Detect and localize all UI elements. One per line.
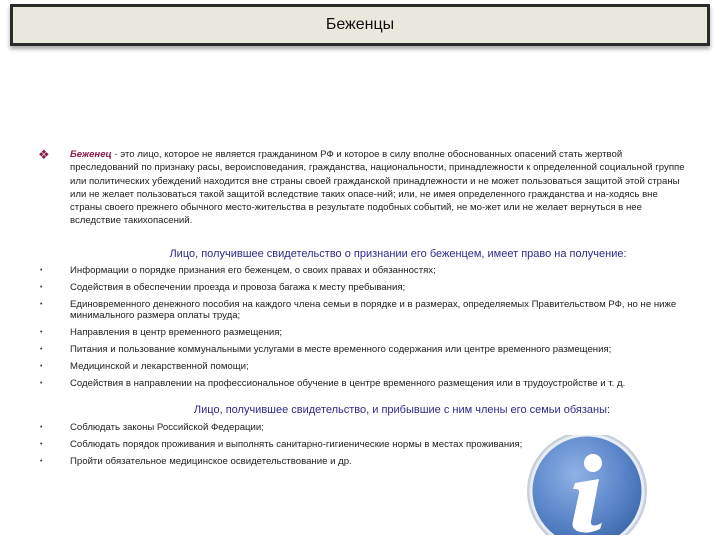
bullet-icon: • [40, 300, 43, 308]
list-item [38, 299, 678, 322]
list-item-text: Содействия в направлении на профессиональное обучение в центре временного размещения или в трудоустройстве и т. д. [70, 377, 626, 389]
list-item [38, 378, 678, 389]
list-item-text: Информации о порядке признания его беженцем, о своих правах и обязанностях; [70, 265, 436, 276]
rights-list [38, 265, 678, 395]
definition-term: Беженец [70, 149, 112, 160]
bullet-icon: • [40, 362, 43, 370]
list-item-text: Направления в центр временного размещения; [70, 327, 283, 339]
list-item-text: Пройти обязательное медицинское освидетельствование и др. [70, 455, 352, 467]
list-item [38, 422, 678, 433]
bullet-icon: • [40, 424, 43, 431]
rights-heading: Лицо, получившее свидетельство о признании его беженцем, имеет право на получение: [169, 248, 627, 260]
info-icon [523, 435, 651, 535]
definition-text [70, 148, 688, 228]
duties-heading: Лицо, получившее свидетельство, и прибывшие с ним члены его семьи обязаны: [193, 404, 611, 416]
list-item-text: Содействия в обеспечении проезда и провоза багажа к месту пребывания; [70, 281, 406, 293]
definition-body: это лицо, которое не является гражданином РФ и которое в силу вполне обоснованных опасений стать жертвой преследований по признаку расы, вероисповедания, гражданства, национальности, принадлежности к определенной социальной группе или политических убеждений находится вне страны своей гражданской принадлежности и не может пользоваться защитой этой страны или не желает пользоваться такой защитой вследствие таких опасе-ний; или, не имея определенного гражданства и на-ходясь вне страны своего прежнего обычного место-жительства в результате подобных событий, не мо-жет или не желает вернуться в нее вследствие такихопасений. [70, 149, 685, 227]
bullet-icon: • [40, 283, 43, 291]
bullet-icon: • [40, 329, 43, 337]
bullet-icon: • [40, 457, 43, 465]
list-item-text: Медицинской и лекарственной помощи; [70, 360, 249, 372]
list-item [38, 361, 678, 372]
list-item [38, 265, 678, 276]
definition-dash: - [111, 149, 121, 160]
list-item [38, 282, 678, 293]
bullet-icon: • [40, 267, 43, 274]
list-item-text: Питания и пользование коммунальными услугами в месте временного содержания или центре временного размещения; [70, 344, 612, 356]
list-item-text: Соблюдать законы Российской Федерации; [70, 422, 264, 433]
page-title: Беженцы [325, 16, 395, 33]
diamond-bullet-icon: ❖ [38, 147, 50, 162]
list-item-text: Единовременного денежного пособия на каждого члена семьи в порядке и в размерах, определяемых Правительством РФ, но не ниже минимального размера оплаты труда; [70, 298, 677, 322]
bullet-icon: • [40, 379, 43, 387]
list-item [38, 344, 678, 355]
info-icon-graphic [523, 435, 651, 535]
list-item-text: Соблюдать порядок проживания и выполнять санитарно-гигиенические нормы в местах проживания; [70, 438, 523, 450]
bullet-icon: • [40, 440, 43, 448]
definition-block [38, 148, 688, 228]
bullet-icon: • [40, 346, 43, 354]
title-bar [10, 4, 710, 46]
list-item [38, 327, 678, 338]
